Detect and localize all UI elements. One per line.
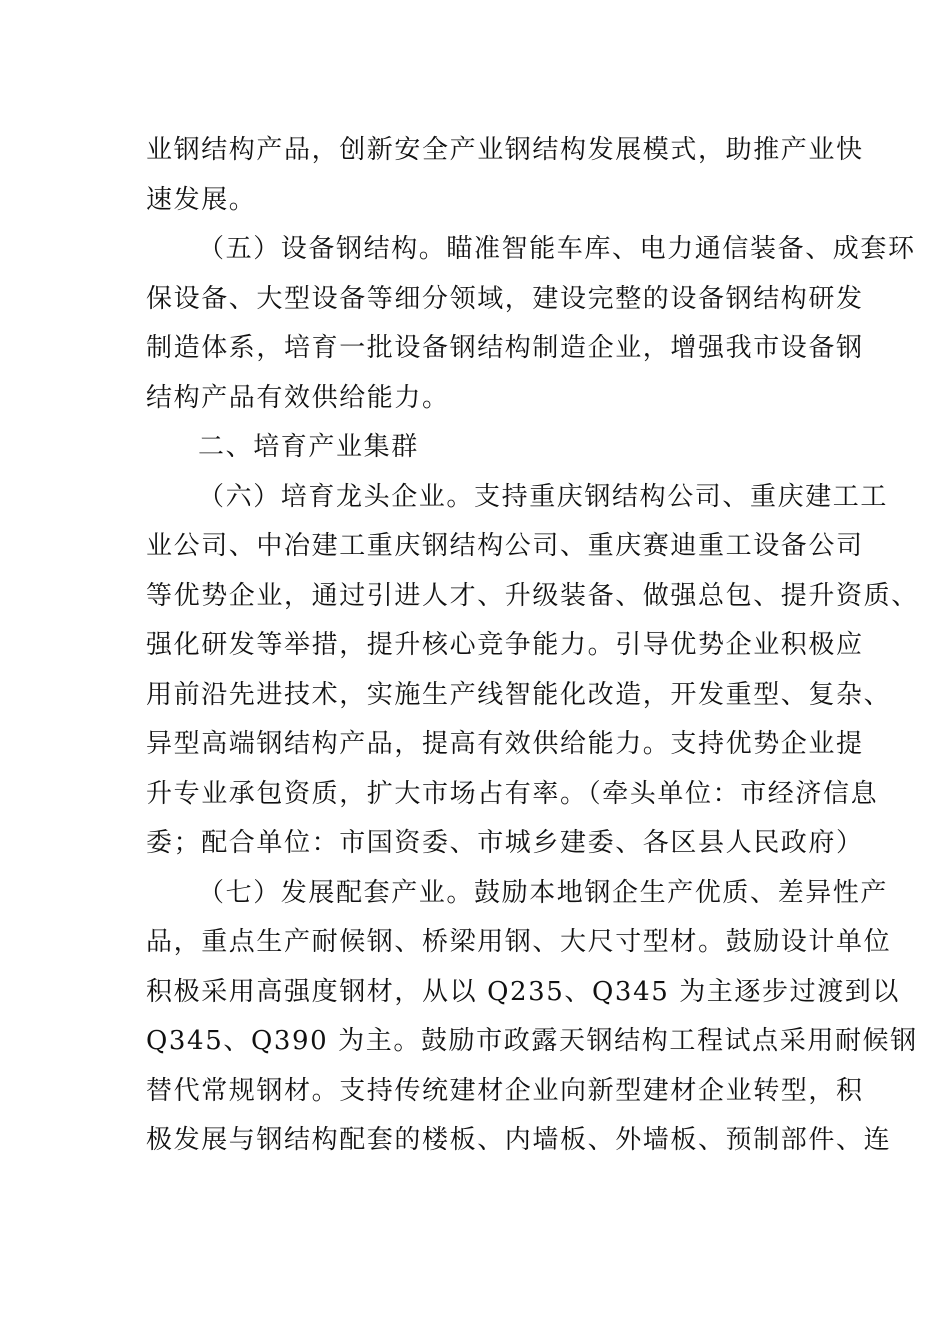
text-line: 极发展与钢结构配套的楼板、内墙板、外墙板、预制部件、连 [146, 1125, 892, 1155]
text-line: 品，重点生产耐候钢、桥梁用钢、大尺寸型材。鼓励设计单位 [146, 927, 892, 957]
text-line: 保设备、大型设备等细分领域，建设完整的设备钢结构研发 [146, 283, 864, 314]
text-line: 速发展。 [146, 184, 257, 215]
text-line: 二、培育产业集群 [198, 432, 419, 462]
text-line: （六）培育龙头企业。支持重庆钢结构公司、重庆建工工 [198, 481, 889, 512]
text-line: 用前沿先进技术，实施生产线智能化改造，开发重型、复杂、 [146, 679, 892, 710]
text-line: 结构产品有效供给能力。 [146, 382, 450, 413]
document-body [146, 126, 919, 1166]
text-line: 委；配合单位：市国资委、市城乡建委、各区县人民政府） [146, 828, 864, 858]
text-line: 等优势企业，通过引进人才、升级装备、做强总包、提升资质、 [146, 580, 919, 611]
text-line: （五）设备钢结构。瞄准智能车库、电力通信装备、成套环 [198, 234, 916, 264]
text-line: 业公司、中冶建工重庆钢结构公司、重庆赛迪重工设备公司 [146, 531, 864, 561]
text-line: 升专业承包资质，扩大市场占有率。（牵头单位：市经济信息 [146, 778, 879, 809]
text-line: 异型高端钢结构产品，提高有效供给能力。支持优势企业提 [146, 729, 864, 759]
text-line: 制造体系，培育一批设备钢结构制造企业，增强我市设备钢 [146, 333, 864, 363]
text-line: （七）发展配套产业。鼓励本地钢企生产优质、差异性产 [198, 877, 889, 908]
text-line: Q345、Q390 为主。鼓励市政露天钢结构工程试点采用耐候钢 [146, 1026, 918, 1056]
text-line: 业钢结构产品，创新安全产业钢结构发展模式，助推产业快 [146, 135, 864, 165]
text-line: 替代常规钢材。支持传统建材企业向新型建材企业转型，积 [146, 1075, 864, 1106]
text-line: 积极采用高强度钢材，从以 Q235、Q345 为主逐步过渡到以 [146, 976, 901, 1007]
text-line: 强化研发等举措，提升核心竞争能力。引导优势企业积极应 [146, 630, 864, 660]
